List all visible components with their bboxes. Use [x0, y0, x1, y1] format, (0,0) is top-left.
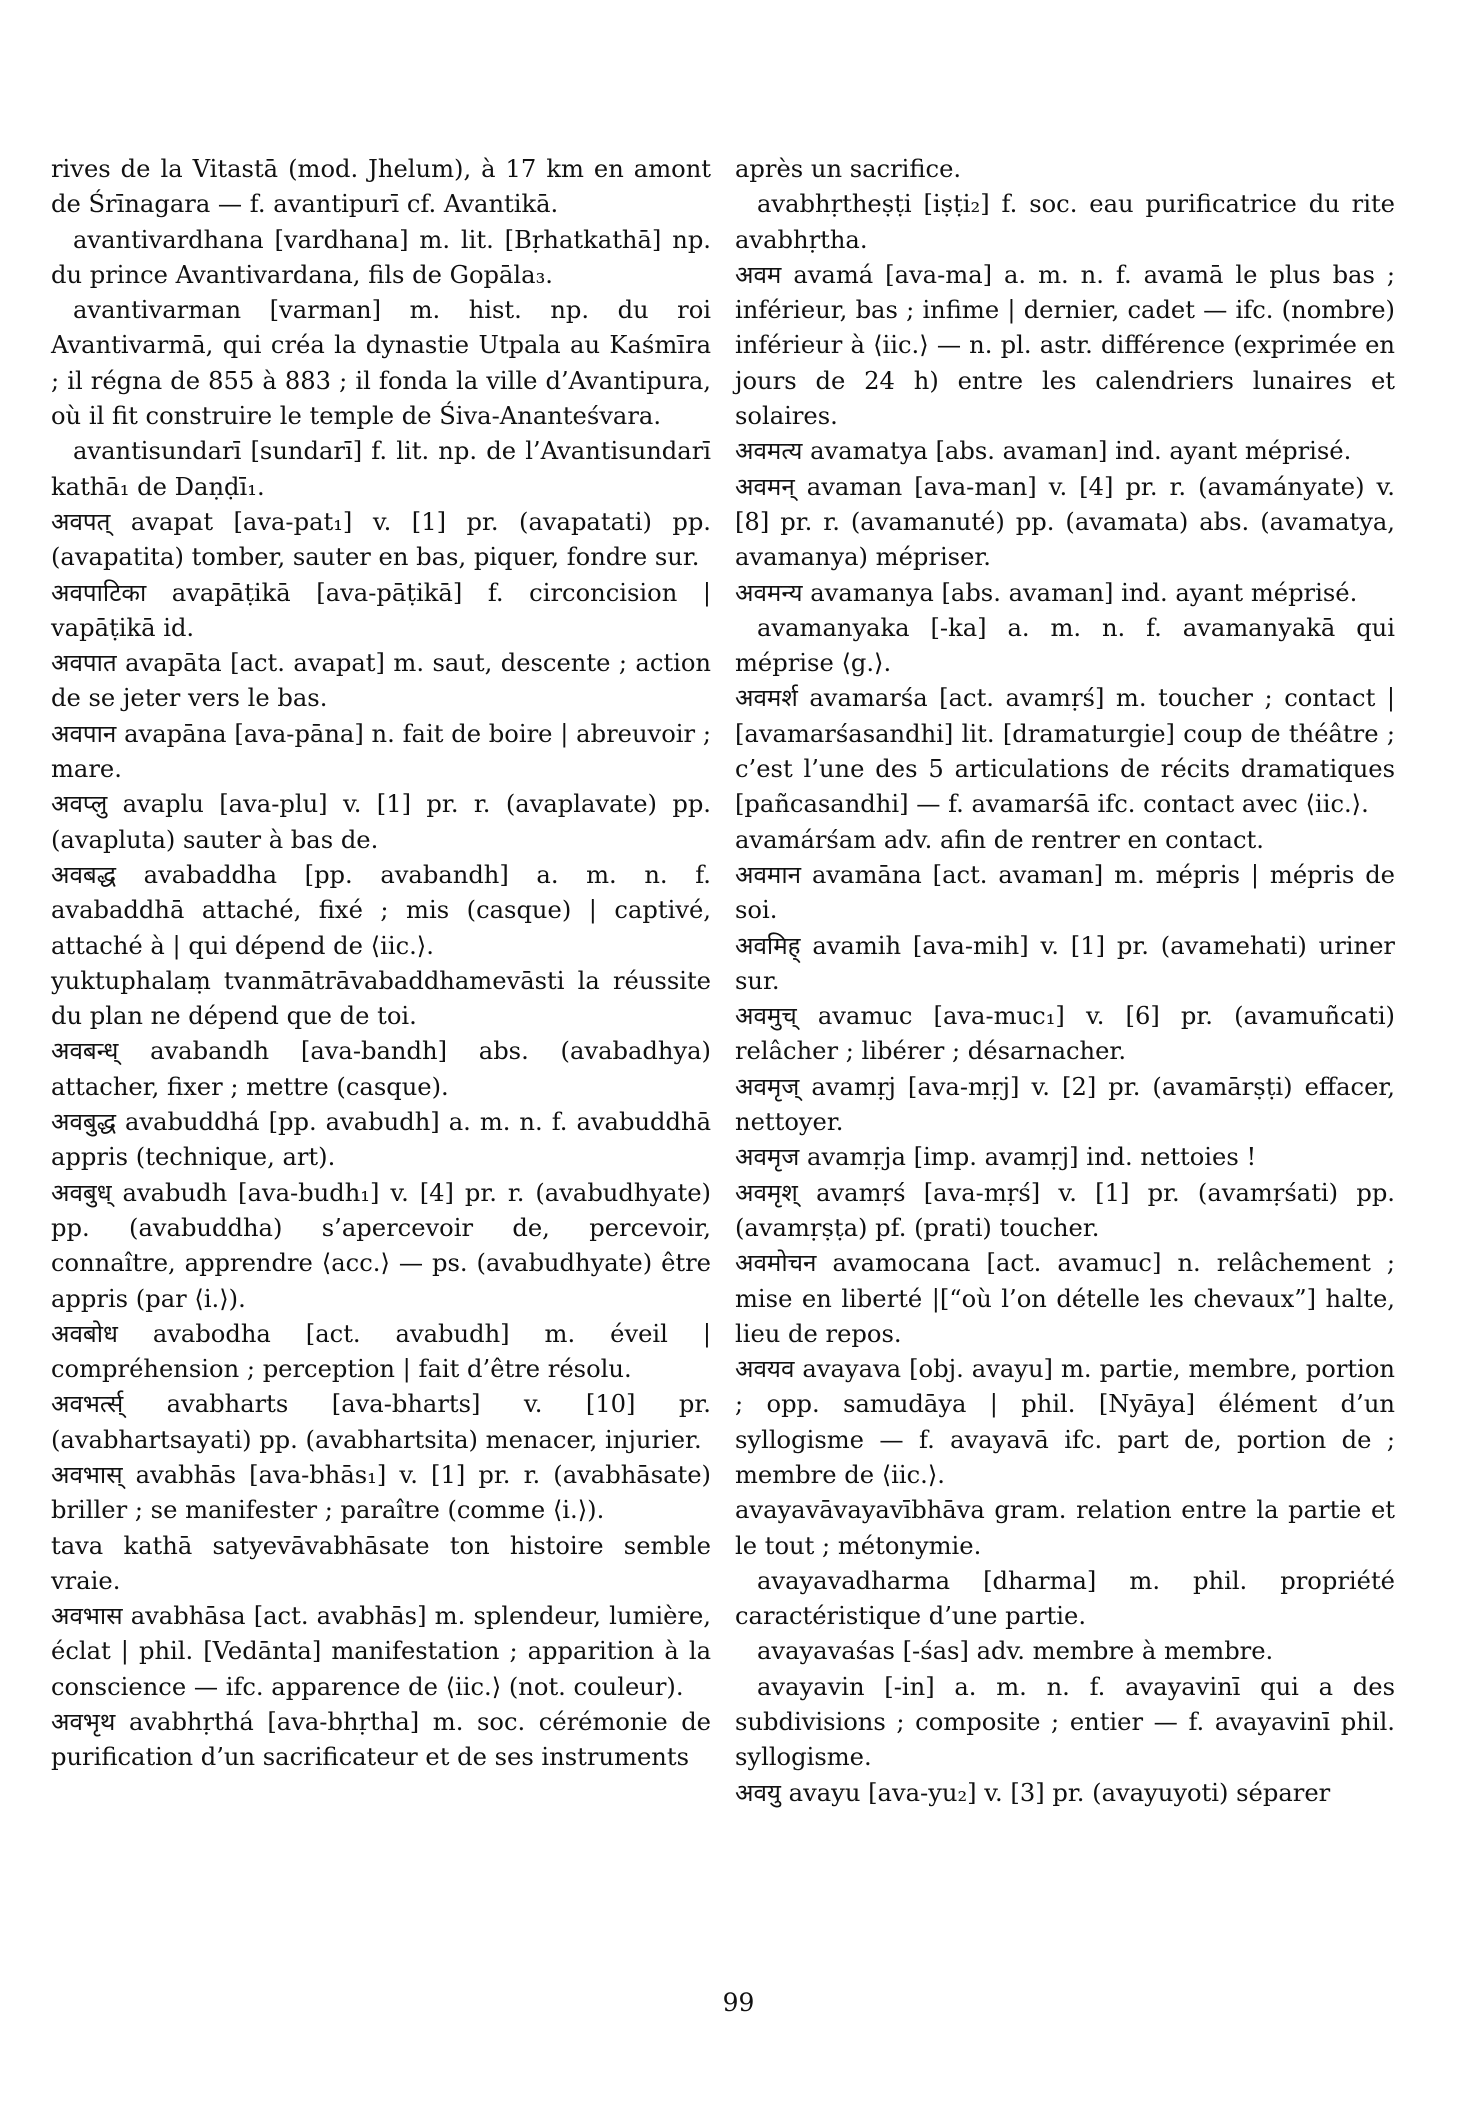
dictionary-entry: avayavin [-in] a. m. n. f. avayavinī qui a des subdivisions ; composite ; entier — f. avayavinī phil. syllogisme.: [735, 1672, 1395, 1772]
dictionary-entry: अवप्लु avaplu [ava-plu] v. [1] pr. r. (avaplavate) pp. (avapluta) sauter à bas de.: [51, 790, 711, 854]
dictionary-entry: avantisundarī [sundarī] f. lit. np. de l’Avantisundarī kathā₁ de Daṇḍī₁.: [51, 437, 711, 501]
dictionary-entry: अवमृज् avamṛj [ava-mṛj] v. [2] pr. (avamārṣṭi) effacer, nettoyer.: [735, 1072, 1395, 1137]
dictionary-entry: अवमृश् avamṛś [ava-mṛś] v. [1] pr. (avamṛśati) pp. (avamṛṣṭa) pf. (prati) toucher.: [735, 1178, 1395, 1242]
dictionary-entry: अवयु avayu [ava-yu₂] v. [3] pr. (avayuyoti) séparer: [735, 1778, 1331, 1807]
dictionary-entry: अवमुच् avamuc [ava-muc₁] v. [6] pr. (avamuñcati) relâcher ; libérer ; désarnacher.: [735, 1002, 1395, 1066]
dictionary-entry: avabhṛtheṣṭi [iṣṭi₂] f. soc. eau purificatrice du rite avabhṛtha.: [735, 190, 1395, 254]
dictionary-entry: avayavadharma [dharma] m. phil. propriété caractéristique d’une partie.: [735, 1566, 1395, 1631]
dictionary-entry: अवभास avabhāsa [act. avabhās] m. splendeur, lumière, éclat | phil. [Vedānta] manifestation ; apparition à la conscience — ifc. apparence de ⟨iic.⟩ (not. couleur).: [51, 1602, 711, 1701]
dictionary-entry: अवपाटिका avapāṭikā [ava-pāṭikā] f. circoncision | vapāṭikā id.: [51, 578, 711, 642]
dictionary-entry: अवमृज avamṛja [imp. avamṛj] ind. nettoies !: [735, 1143, 1257, 1172]
dictionary-entry: अवभृथ avabhṛthá [ava-bhṛtha] m. soc. cérémonie de purification d’un sacrificateur et de ses instruments: [51, 1708, 711, 1772]
dictionary-entry: avayavāvayavībhāva gram. relation entre la partie et le tout ; métonymie.: [735, 1496, 1395, 1560]
dictionary-entry: rives de la Vitastā (mod. Jhelum), à 17 km en amont de Śrīnagara — f. avantipurī cf. Avantikā.: [51, 155, 711, 219]
dictionary-entry: अवबन्ध् avabandh [ava-bandh] abs. (avabadhya) attacher, fixer ; mettre (casque).: [51, 1037, 711, 1101]
dictionary-entry: अवयव avayava [obj. avayu] m. partie, membre, portion ; opp. samudāya | phil. [Nyāya] élément d’un syllogisme — f. avayavā ifc. part de, portion de ; membre de ⟨iic.⟩.: [735, 1355, 1395, 1489]
dictionary-entry: अवपत् avapat [ava-pat₁] v. [1] pr. (avapatati) pp. (avapatita) tomber, sauter en bas, piquer, fondre sur.: [51, 507, 711, 572]
dictionary-entry: अवबोध avabodha [act. avabudh] m. éveil | compréhension ; perception | fait d’être résolu.: [51, 1319, 711, 1384]
dictionary-entry: अवबुद्ध avabuddhá [pp. avabudh] a. m. n. f. avabuddhā appris (technique, art).: [51, 1108, 711, 1172]
dictionary-entry: avantivarman [varman] m. hist. np. du roi Avantivarmā, qui créa la dynastie Utpala au Kaśmīra ; il régna de 855 à 883 ; il fonda la ville d’Avantipura, où il fit construire le temple de Śiva-Ananteśvara.: [51, 296, 711, 431]
dictionary-entry: अवम avamá [ava-ma] a. m. n. f. avamā le plus bas ; inférieur, bas ; infime | dernier, cadet — ifc. (nombre) inférieur à ⟨iic.⟩ — n. pl. astr. différence (exprimée en jours de 24 h) entre les calendriers lunaires et solaires.: [735, 260, 1395, 431]
dictionary-entry: avamanyaka [-ka] a. m. n. f. avamanyakā qui méprise ⟨g.⟩.: [735, 613, 1395, 678]
dictionary-entry: avantivardhana [vardhana] m. lit. [Bṛhatkathā] np. du prince Avantivardana, fils de Gopāla₃.: [51, 225, 711, 289]
dictionary-entry: अवमिह् avamih [ava-mih] v. [1] pr. (avamehati) uriner sur.: [735, 931, 1395, 995]
dictionary-entry: अवभास् avabhās [ava-bhās₁] v. [1] pr. r. (avabhāsate) briller ; se manifester ; paraître (comme ⟨i.⟩).: [51, 1460, 711, 1525]
dictionary-entry: अवभर्त्स् avabharts [ava-bharts] v. [10] pr. (avabhartsayati) pp. (avabhartsita) menacer, injurier.: [51, 1390, 711, 1454]
dictionary-entry: avayavaśas [-śas] adv. membre à membre.: [757, 1637, 1274, 1666]
dictionary-entry: अवमत्य avamatya [abs. avaman] ind. ayant méprisé.: [735, 437, 1352, 466]
dictionary-entry: tava kathā satyevāvabhāsate ton histoire semble vraie.: [51, 1531, 711, 1595]
dictionary-entry: अवपान avapāna [ava-pāna] n. fait de boire | abreuvoir ; mare.: [51, 719, 711, 784]
dictionary-entry: अवमन्य avamanya [abs. avaman] ind. ayant méprisé.: [735, 578, 1358, 607]
dictionary-entry: अवबुध् avabudh [ava-budh₁] v. [4] pr. r. (avabudhyate) pp. (avabuddha) s’apercevoir de, percevoir, connaître, apprendre ⟨acc.⟩ — ps. (avabudhyate) être appris (par ⟨i.⟩).: [51, 1178, 711, 1313]
dictionary-entry: après un sacrifice.: [735, 155, 962, 183]
dictionary-entry: yuktuphalaṃ tvanmātrāvabaddhamevāsti la réussite du plan ne dépend que de toi.: [51, 966, 711, 1031]
left-column: [51, 152, 711, 1776]
dictionary-entry: अवपात avapāta [act. avapat] m. saut, descente ; action de se jeter vers le bas.: [51, 649, 711, 713]
right-column: [735, 152, 1395, 1811]
dictionary-entry: avamárśam adv. afin de rentrer en contact.: [735, 825, 1264, 854]
dictionary-entry: अवमोचन avamocana [act. avamuc] n. relâchement ; mise en liberté |[“où l’on dételle les chevaux”] halte, lieu de repos.: [735, 1249, 1395, 1348]
page-number: 99: [722, 1988, 755, 2017]
dictionary-entry: अवमान avamāna [act. avaman] m. mépris | mépris de soi.: [735, 860, 1395, 925]
dictionary-entry: अवबद्ध avabaddha [pp. avabandh] a. m. n. f. avabaddhā attaché, fixé ; mis (casque) | captivé, attaché à | qui dépend de ⟨iic.⟩.: [51, 860, 711, 960]
dictionary-entry: अवमर्श avamarśa [act. avamṛś] m. toucher ; contact | [avamarśasandhi] lit. [dramaturgie] coup de théâtre ; c’est l’une des 5 articulations de récits dramatiques [pañcasandhi] — f. avamarśā ifc. contact avec ⟨iic.⟩.: [735, 684, 1395, 819]
dictionary-entry: अवमन् avaman [ava-man] v. [4] pr. r. (avamányate) v. [8] pr. r. (avamanuté) pp. (avamata) abs. (avamatya, avamanya) mépriser.: [735, 472, 1395, 572]
